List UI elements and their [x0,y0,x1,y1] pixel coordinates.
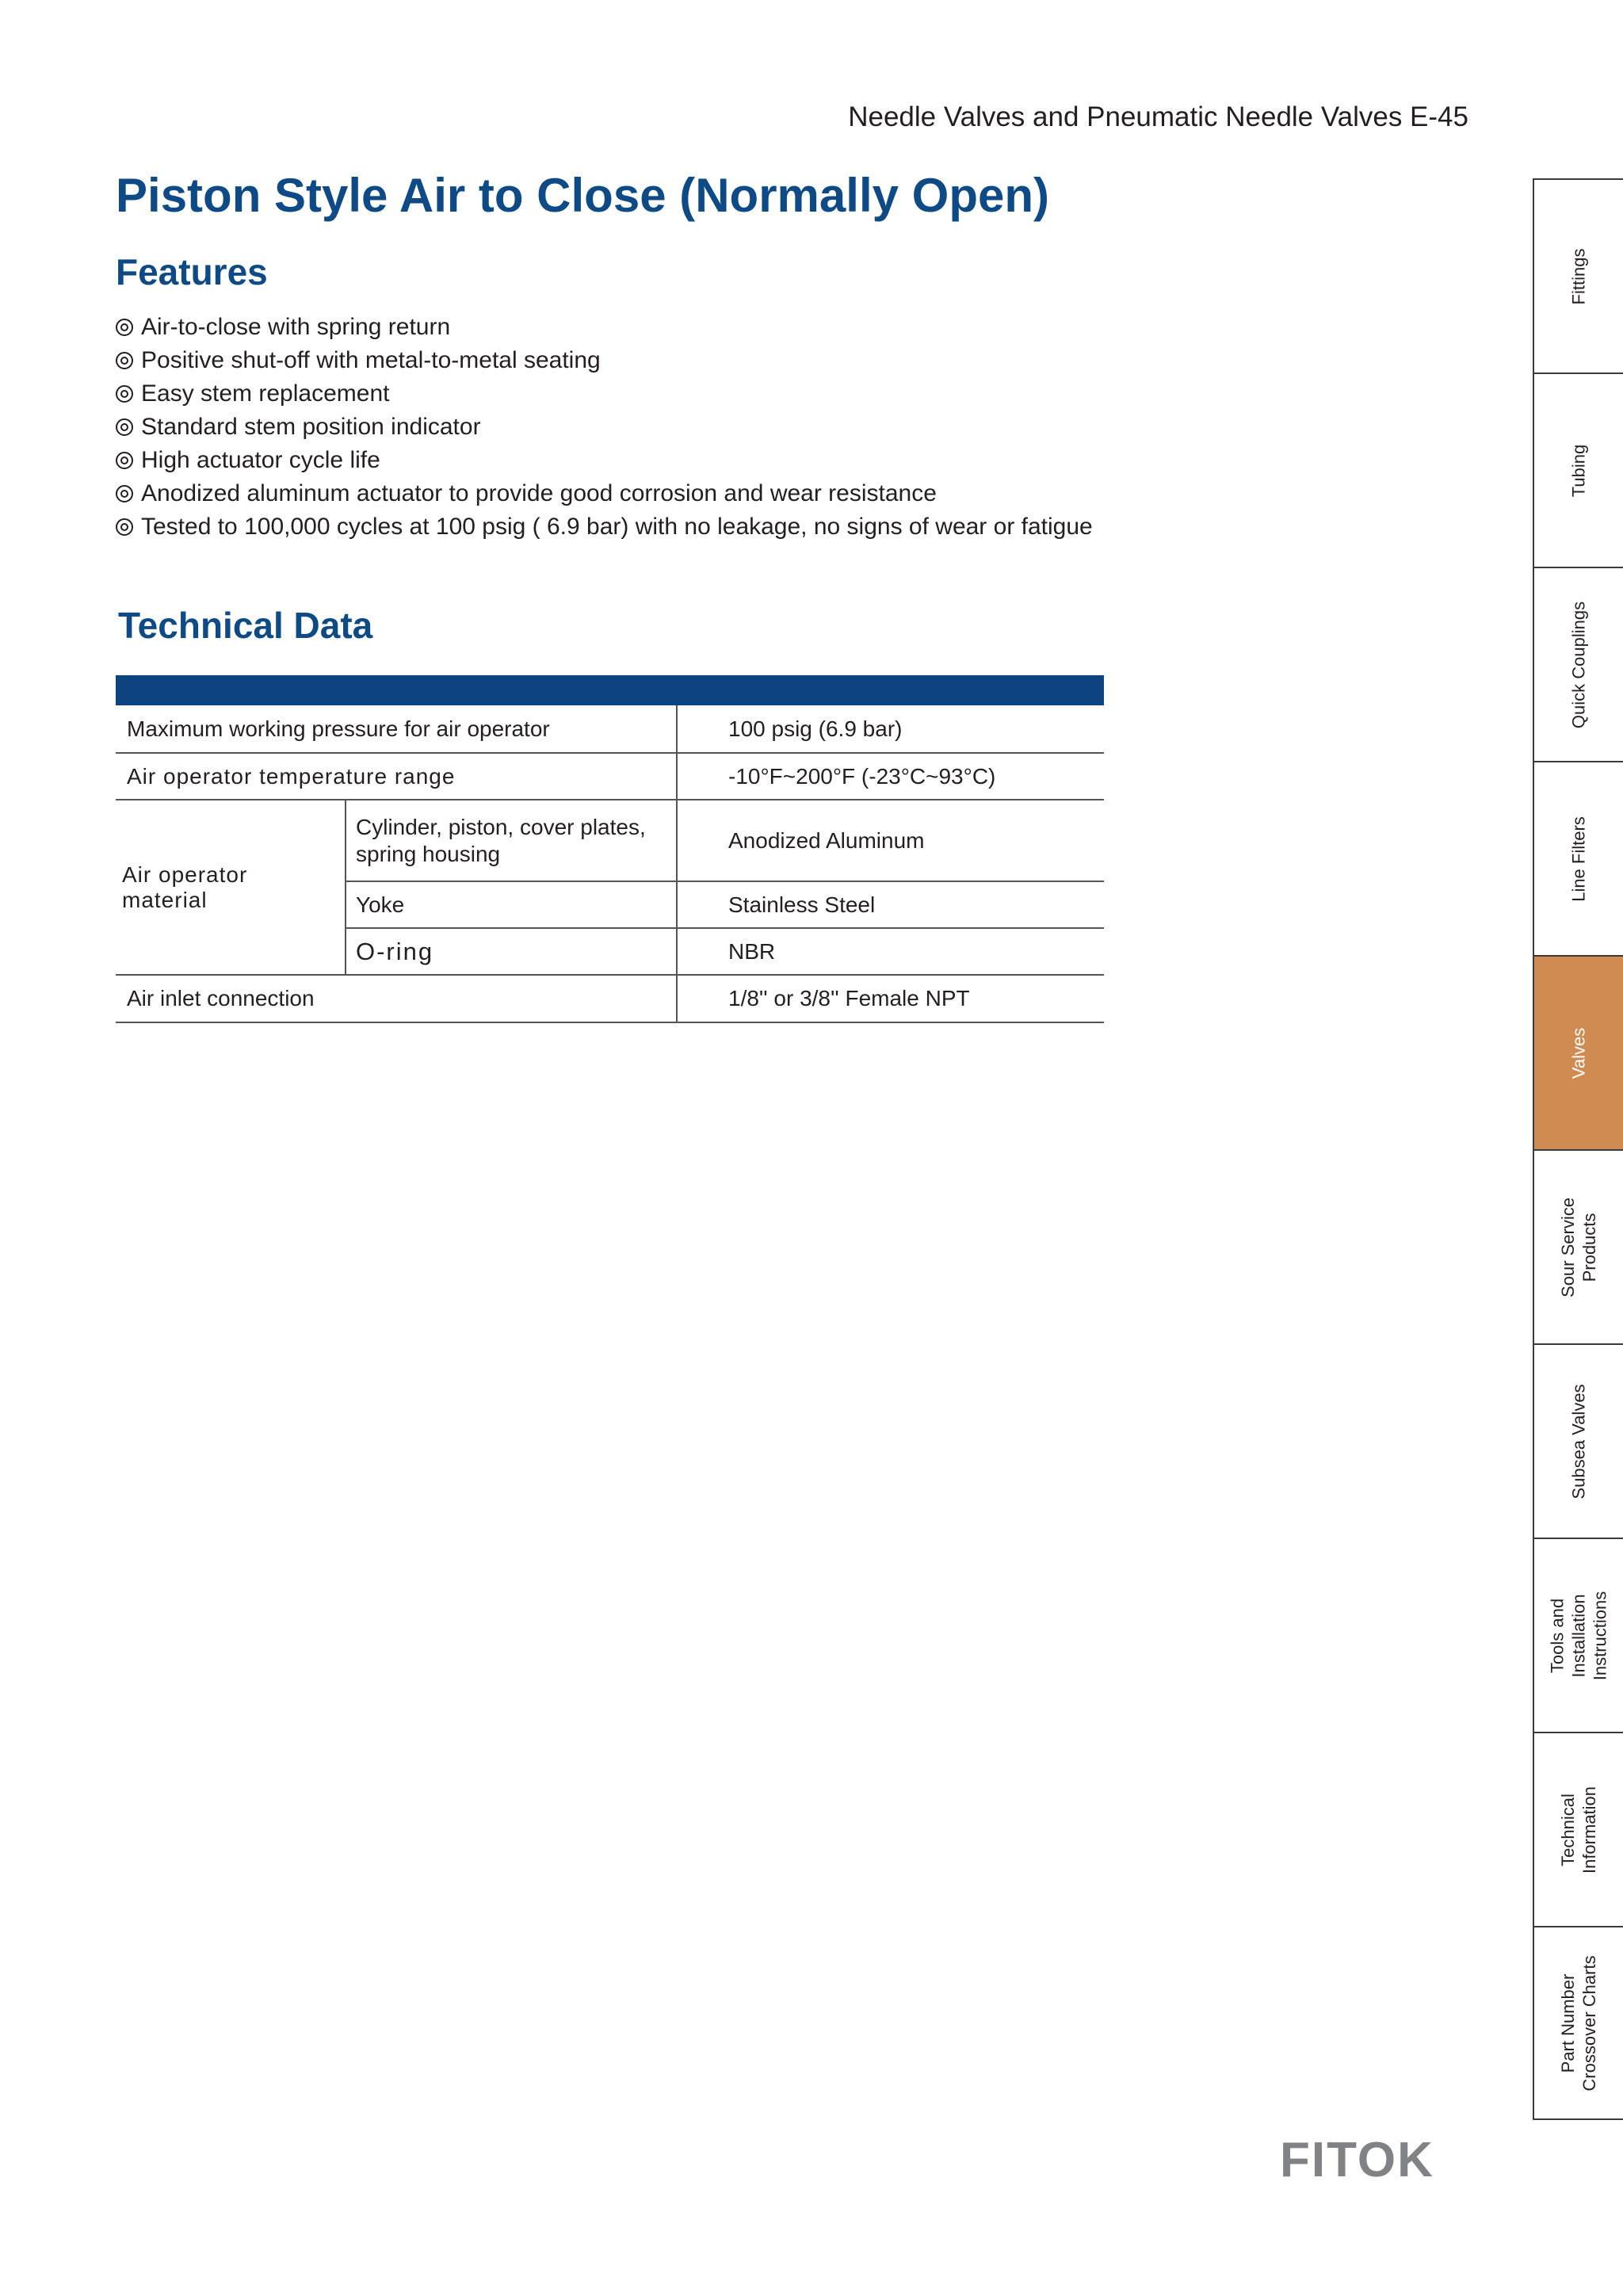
tab-label: Line Filters [1568,816,1589,902]
feature-item [116,444,1093,477]
sub-label: O-ring [346,928,677,975]
technical-data-heading: Technical Data [118,605,373,646]
row-value: 100 psig (6.9 bar) [677,705,1104,753]
table-row [116,753,1104,800]
feature-text: Easy stem replacement [141,380,390,407]
technical-data-table [116,705,1104,1023]
page-title: Piston Style Air to Close (Normally Open) [116,169,1049,222]
table-row [116,975,1104,1022]
feature-item [116,377,1093,411]
row-value: Anodized Aluminum [677,800,1104,881]
table-row [116,800,1104,881]
row-value: -10°F~200°F (-23°C~93°C) [677,753,1104,800]
tab-quick-couplings[interactable] [1533,567,1623,761]
double-circle-bullet-icon [116,352,133,369]
sub-label: Yoke [346,881,677,928]
tab-line-filters[interactable] [1533,761,1623,955]
tab-sour-service-products[interactable] [1533,1149,1623,1343]
row-value: 1/8'' or 3/8'' Female NPT [677,975,1104,1022]
feature-item [116,510,1093,544]
tab-label: Sour Service Products [1558,1197,1599,1297]
tab-label: Technical Information [1558,1786,1599,1874]
section-tabs [1533,178,1623,2116]
feature-item [116,344,1093,377]
double-circle-bullet-icon [116,385,133,403]
feature-text: High actuator cycle life [141,447,380,473]
table-row [116,705,1104,753]
double-circle-bullet-icon [116,452,133,469]
feature-text: Air-to-close with spring return [141,314,451,340]
feature-text: Positive shut-off with metal-to-metal seating [141,347,601,373]
feature-text: Anodized aluminum actuator to provide good corrosion and wear resistance [141,480,937,506]
tab-label: Subsea Valves [1568,1383,1589,1499]
feature-item [116,411,1093,444]
row-label: Air inlet connection [116,975,677,1022]
double-circle-bullet-icon [116,418,133,436]
features-list [116,311,1093,544]
tab-part-number-crossover[interactable] [1533,1926,1623,2120]
tab-tubing[interactable] [1533,372,1623,567]
features-heading: Features [116,251,268,292]
row-value: NBR [677,928,1104,975]
tab-label: Fittings [1568,248,1589,304]
tab-label: Quick Couplings [1568,601,1589,728]
row-label: Air operator temperature range [116,753,677,800]
running-header: Needle Valves and Pneumatic Needle Valves E-45 [848,101,1468,132]
row-label: Maximum working pressure for air operator [116,705,677,753]
tab-subsea-valves[interactable] [1533,1343,1623,1538]
row-value: Stainless Steel [677,881,1104,928]
tab-technical-information[interactable] [1533,1732,1623,1926]
feature-item [116,311,1093,344]
double-circle-bullet-icon [116,518,133,536]
table-header-bar [116,675,1104,705]
tab-label: Part Number Crossover Charts [1558,1954,1599,2092]
tab-tools-installation[interactable] [1533,1538,1623,1732]
tab-label: Valves [1568,1027,1589,1079]
sub-label: Cylinder, piston, cover plates, spring housing [346,800,677,881]
feature-item [116,477,1093,510]
tab-fittings[interactable] [1533,178,1623,372]
feature-text: Standard stem position indicator [141,414,481,440]
tab-label: Tools and Installation Instructions [1547,1591,1610,1680]
fitok-logo: FITOK [1280,2133,1434,2187]
tab-valves[interactable] [1533,955,1623,1149]
group-label: Air operator material [116,800,346,975]
feature-text: Tested to 100,000 cycles at 100 psig ( 6.9 bar) with no leakage, no signs of wear or fatigue [141,514,1093,540]
double-circle-bullet-icon [116,319,133,336]
tab-label: Tubing [1568,444,1589,497]
double-circle-bullet-icon [116,485,133,502]
